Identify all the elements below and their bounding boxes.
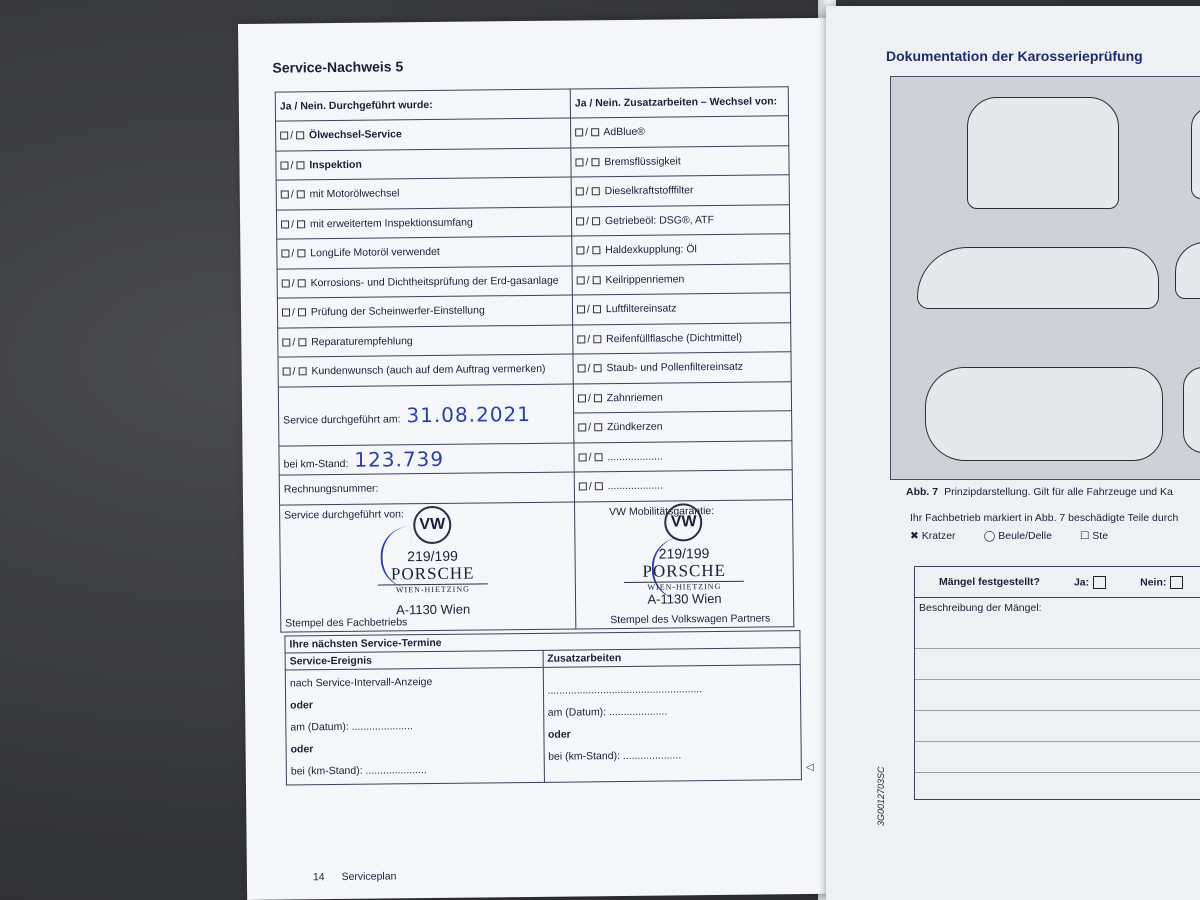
checkbox[interactable] xyxy=(593,335,601,343)
table-row: / Ölwechsel-Service / AdBlue® xyxy=(276,116,789,151)
checkbox[interactable] xyxy=(594,453,602,461)
legend-scratch: ✖ Kratzer xyxy=(910,530,956,542)
stamp-label-right: Stempel des Volkswagen Partners xyxy=(610,611,771,626)
checkbox[interactable] xyxy=(595,483,603,491)
document-code: 3G0012703SC xyxy=(876,766,886,826)
next-col1-header: Service-Ereignis xyxy=(285,650,543,670)
checkbox[interactable] xyxy=(593,306,601,314)
description-line[interactable] xyxy=(915,649,1200,680)
checkbox[interactable] xyxy=(578,424,586,432)
checkbox[interactable] xyxy=(280,132,288,140)
checkbox[interactable] xyxy=(299,368,307,376)
checkbox[interactable] xyxy=(578,453,586,461)
checkbox[interactable] xyxy=(282,309,290,317)
checkbox[interactable] xyxy=(297,220,305,228)
defects-question: Mängel festgestellt? xyxy=(939,576,1040,588)
stamp-row xyxy=(280,499,794,631)
checkbox[interactable] xyxy=(282,279,290,287)
stamp-cell-right xyxy=(575,499,794,628)
checkbox[interactable] xyxy=(297,191,305,199)
checkbox[interactable] xyxy=(298,279,306,287)
page-footer xyxy=(313,870,397,883)
figure-caption: Abb. 7 Prinzipdarstellung. Gilt für alle Fahrzeuge und Ka xyxy=(906,486,1173,498)
checkbox[interactable] xyxy=(577,306,585,314)
porsche-sub: WIEN-HIETZING xyxy=(647,581,722,592)
next-line: oder xyxy=(290,743,314,756)
no-checkbox[interactable] xyxy=(1170,576,1183,589)
porsche-brand: PORSCHE xyxy=(378,563,488,585)
vw-logo: VW xyxy=(665,503,703,541)
stamp-cell-left xyxy=(280,502,576,632)
car-top-view-2 xyxy=(1183,367,1200,453)
checkbox[interactable] xyxy=(280,161,288,169)
checkbox[interactable] xyxy=(594,394,602,402)
legend-dent: ◯ Beule/Delle xyxy=(983,530,1052,542)
checkbox[interactable] xyxy=(575,129,583,137)
right-page-title: Dokumentation der Karosserieprüfung xyxy=(886,48,1143,64)
checkbox[interactable] xyxy=(579,483,587,491)
next-line[interactable]: bei (km-Stand): ..................... xyxy=(290,764,427,778)
col-left-header: Ja / Nein. Durchgeführt wurde: xyxy=(275,89,570,121)
next-right-lines xyxy=(543,665,802,783)
right-page xyxy=(826,6,1200,900)
service-date-label: Service durchgeführt am: xyxy=(283,412,401,427)
checkbox[interactable] xyxy=(576,217,584,225)
description-line[interactable] xyxy=(915,742,1200,773)
stamp-label-left: Stempel des Fachbetriebs xyxy=(285,615,408,630)
description-line[interactable] xyxy=(915,618,1200,649)
next-line[interactable]: nach Service-Intervall-Anzeige xyxy=(289,676,433,690)
checkbox[interactable] xyxy=(298,309,306,317)
checkbox[interactable] xyxy=(577,335,585,343)
stamp-number: 219/199 xyxy=(407,547,458,564)
triangle-marker-icon: ◁ xyxy=(805,762,814,774)
table-row: / Inspektion / Bremsflüssigkeit xyxy=(276,145,789,180)
description-line[interactable] xyxy=(915,711,1200,742)
car-front-view xyxy=(1191,107,1200,199)
table-row: Rechnungsnummer: / ................... xyxy=(279,470,792,505)
car-side-view-2 xyxy=(1175,242,1200,299)
description-line[interactable] xyxy=(915,680,1200,711)
next-col2-header: Zusatzarbeiten xyxy=(543,648,801,668)
footer-section: Serviceplan xyxy=(341,870,397,883)
table-row: / Reparaturempfehlung / Reifenfüllflasche (Dichtmittel) xyxy=(278,322,791,357)
service-date-value[interactable]: 31.08.2021 xyxy=(406,401,532,427)
left-page xyxy=(238,18,847,900)
checkbox[interactable] xyxy=(592,217,600,225)
yes-checkbox[interactable] xyxy=(1093,576,1106,589)
legend-chip: ☐ Ste xyxy=(1079,530,1109,542)
next-left-lines xyxy=(285,667,544,785)
defects-box xyxy=(914,566,1200,800)
car-top-view xyxy=(925,367,1163,461)
mobility-label: VW Mobilitätsgarantie: xyxy=(609,504,715,518)
table-row: Service durchgeführt am: 31.08.2021 / Zahnriemen xyxy=(278,381,791,416)
dealer-stamp xyxy=(377,503,488,617)
porsche-sub: WIEN-HIETZING xyxy=(395,584,470,594)
table-row: / mit erweitertem Inspektionsumfang / Getriebeöl: DSG®, ATF xyxy=(276,204,789,239)
checkbox[interactable] xyxy=(576,188,584,196)
stamp-city: A-1130 Wien xyxy=(647,590,722,607)
table-row: / Korrosions- und Dichtheitsprüfung der Erd-gasanlage / Keilrippenriemen xyxy=(277,263,790,298)
partner-stamp xyxy=(624,500,745,606)
table-row: bei km-Stand: 123.739 / ................... xyxy=(279,440,792,475)
service-table xyxy=(275,86,795,632)
checkbox[interactable] xyxy=(591,158,599,166)
stamp-number: 219/199 xyxy=(658,544,710,562)
mark-note: Ihr Fachbetrieb markiert in Abb. 7 beschädigte Teile durch xyxy=(910,512,1179,524)
next-line[interactable]: am (Datum): ..................... xyxy=(290,720,413,734)
damage-legend xyxy=(910,530,1108,542)
checkbox[interactable] xyxy=(281,220,289,228)
checkbox[interactable] xyxy=(282,338,290,346)
checkbox[interactable] xyxy=(283,368,291,376)
checkbox[interactable] xyxy=(593,365,601,373)
checkbox[interactable] xyxy=(576,247,584,255)
table-row: / Prüfung der Scheinwerfer-Einstellung / Luftfiltereinsatz xyxy=(277,293,790,328)
checkbox[interactable] xyxy=(578,394,586,402)
col-right-header: Ja / Nein. Zusatzarbeiten – Wechsel von: xyxy=(570,87,788,118)
checkbox[interactable] xyxy=(296,161,304,169)
table-row: / Zündkerzen xyxy=(279,411,792,446)
page-title: Service-Nachweis 5 xyxy=(272,58,404,76)
defects-description-label: Beschreibung der Mängel: xyxy=(919,602,1042,614)
checkbox[interactable] xyxy=(592,247,600,255)
next-line: oder xyxy=(547,728,571,741)
checkbox[interactable] xyxy=(591,129,599,137)
checkbox[interactable] xyxy=(296,132,304,140)
checkbox[interactable] xyxy=(578,365,586,373)
checkbox[interactable] xyxy=(577,276,585,284)
checkbox[interactable] xyxy=(593,276,601,284)
table-row: / LongLife Motoröl verwendet / Haldexkupplung: Öl xyxy=(277,234,790,269)
checkbox[interactable] xyxy=(281,250,289,258)
porsche-brand: PORSCHE xyxy=(624,560,744,582)
stamp-city: A-1130 Wien xyxy=(395,601,471,617)
car-diagram xyxy=(890,76,1200,480)
next-line[interactable]: bei (km-Stand): .................... xyxy=(548,749,682,763)
next-line[interactable]: ..................................................... xyxy=(547,683,703,697)
next-line: oder xyxy=(290,699,313,712)
next-line[interactable]: am (Datum): .................... xyxy=(547,705,668,719)
performed-by-label: Service durchgeführt von: xyxy=(284,507,404,522)
checkbox[interactable] xyxy=(575,158,583,166)
table-row: / mit Motorölwechsel / Dieselkraftstofffilter xyxy=(276,175,789,210)
page-number: 14 xyxy=(312,871,325,884)
checkbox[interactable] xyxy=(297,250,305,258)
checkbox[interactable] xyxy=(298,338,306,346)
vw-logo: VW xyxy=(413,505,451,543)
table-row: / Kundenwunsch (auch auf dem Auftrag vermerken) / Staub- und Pollenfiltereinsatz xyxy=(278,352,791,387)
km-label: bei km-Stand: xyxy=(283,457,349,471)
checkbox[interactable] xyxy=(594,424,602,432)
next-service-table xyxy=(284,630,802,785)
no-label: Nein: xyxy=(1140,575,1167,588)
checkbox[interactable] xyxy=(592,188,600,196)
car-side-view xyxy=(917,247,1159,309)
km-value[interactable]: 123.739 xyxy=(354,446,445,472)
invoice-label: Rechnungsnummer: xyxy=(283,482,379,496)
yes-label: Ja: xyxy=(1073,575,1090,588)
checkbox[interactable] xyxy=(281,191,289,199)
car-rear-view xyxy=(967,97,1119,209)
next-service-title: Ihre nächsten Service-Termine xyxy=(285,631,800,653)
